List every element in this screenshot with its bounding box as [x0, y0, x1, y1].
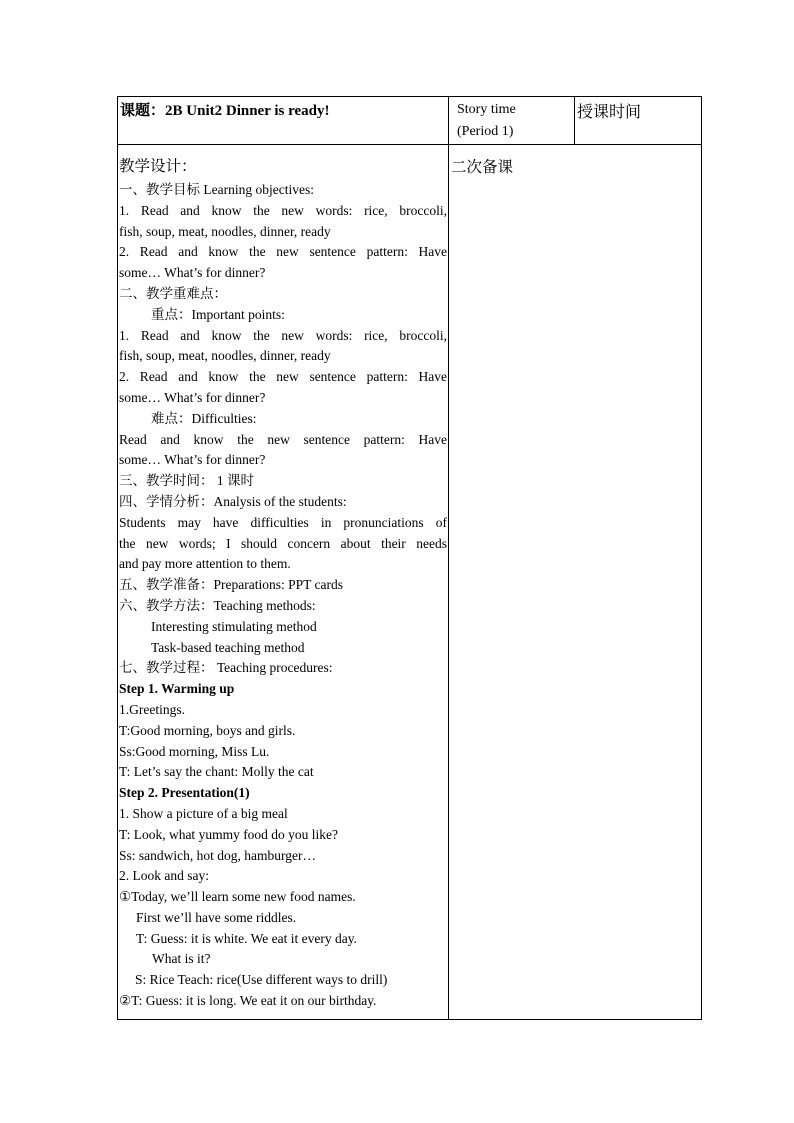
- procedures-heading: 七、教学过程： Teaching procedures:: [119, 660, 333, 676]
- objective-line: some… What’s for dinner?: [119, 265, 266, 281]
- important-points-label: 重点：Important points:: [151, 306, 285, 322]
- procedure-line: T: Let’s say the chant: Molly the cat: [119, 764, 314, 780]
- method-line: Interesting stimulating method: [151, 618, 317, 634]
- procedure-line: Ss:Good morning, Miss Lu.: [119, 743, 270, 759]
- revision-notes-heading: 二次备课: [451, 158, 514, 176]
- important-point-line: 1. Read and know the new words: rice, broccoli,: [119, 327, 447, 343]
- procedure-line: T: Look, what yummy food do you like?: [119, 826, 339, 842]
- procedure-line: T:Good morning, boys and girls.: [119, 722, 296, 738]
- important-point-line: 2. Read and know the new sentence pattern: Have: [119, 369, 447, 385]
- step-heading: Step 1. Warming up: [119, 681, 235, 697]
- objectives-heading: 一、教学目标 Learning objectives:: [119, 182, 314, 197]
- lesson-title-prefix: 课题：: [120, 101, 166, 119]
- difficulty-line: Read and know the new sentence pattern: Have: [119, 431, 447, 447]
- difficulties-label: 难点：Difficulties:: [151, 410, 257, 426]
- procedure-line: Ss: sandwich, hot dog, hamburger…: [119, 847, 316, 863]
- method-line: Task-based teaching method: [151, 639, 305, 655]
- procedure-line: First we’ll have some riddles.: [136, 909, 297, 925]
- preparations-line: 五、教学准备：Preparations: PPT cards: [119, 577, 343, 593]
- methods-heading: 六、教学方法：Teaching methods:: [119, 597, 316, 613]
- teaching-time-cell: [575, 97, 702, 145]
- procedure-line: S: Rice Teach: rice(Use different ways to drill): [135, 972, 388, 988]
- analysis-line: and pay more attention to them.: [119, 556, 291, 572]
- procedure-line: 1.Greetings.: [119, 701, 185, 717]
- procedure-line: T: Guess: it is white. We eat it every day.: [136, 930, 357, 946]
- analysis-heading: 四、学情分析：Analysis of the students:: [119, 493, 347, 509]
- important-point-line: some… What’s for dinner?: [119, 389, 266, 405]
- teaching-design-content: [118, 154, 448, 1012]
- lesson-plan-table: [117, 96, 702, 1020]
- revision-notes-cell: [449, 145, 702, 1020]
- teaching-design-cell: [118, 145, 449, 1020]
- objective-line: 1. Read and know the new words: rice, broccoli,: [119, 202, 447, 218]
- analysis-line: the new words; I should concern about their needs: [119, 535, 447, 551]
- story-time-label: Story time: [457, 102, 516, 117]
- teaching-design-heading: 教学设计：: [119, 157, 197, 175]
- objective-line: fish, soup, meat, noodles, dinner, ready: [119, 223, 331, 239]
- period-label: (Period 1): [457, 124, 514, 139]
- lesson-title: 2B Unit2 Dinner is ready!: [165, 103, 330, 119]
- step-heading: Step 2. Presentation(1): [119, 785, 250, 801]
- teaching-time-label: 授课时间: [577, 102, 642, 121]
- procedure-line: 1. Show a picture of a big meal: [119, 805, 288, 821]
- procedure-line: 2. Look and say:: [119, 868, 209, 884]
- difficulty-line: some… What’s for dinner?: [119, 452, 266, 468]
- procedure-line: ②T: Guess: it is long. We eat it on our birthday.: [119, 993, 377, 1009]
- procedure-line: ①Today, we’ll learn some new food names.: [119, 889, 356, 905]
- period-cell: [449, 97, 575, 145]
- analysis-line: Students may have difficulties in pronunciations of: [119, 514, 447, 530]
- procedure-line: What is it?: [152, 951, 211, 967]
- body-row: [118, 145, 702, 1020]
- header-row: [118, 97, 702, 145]
- key-points-heading: 二、教学重难点：: [119, 285, 227, 302]
- objective-line: 2. Read and know the new sentence pattern: Have: [119, 244, 447, 260]
- important-point-line: fish, soup, meat, noodles, dinner, ready: [119, 348, 331, 364]
- lesson-title-cell: [118, 97, 449, 145]
- teaching-time-line: 三、教学时间： 1 课时: [119, 473, 254, 489]
